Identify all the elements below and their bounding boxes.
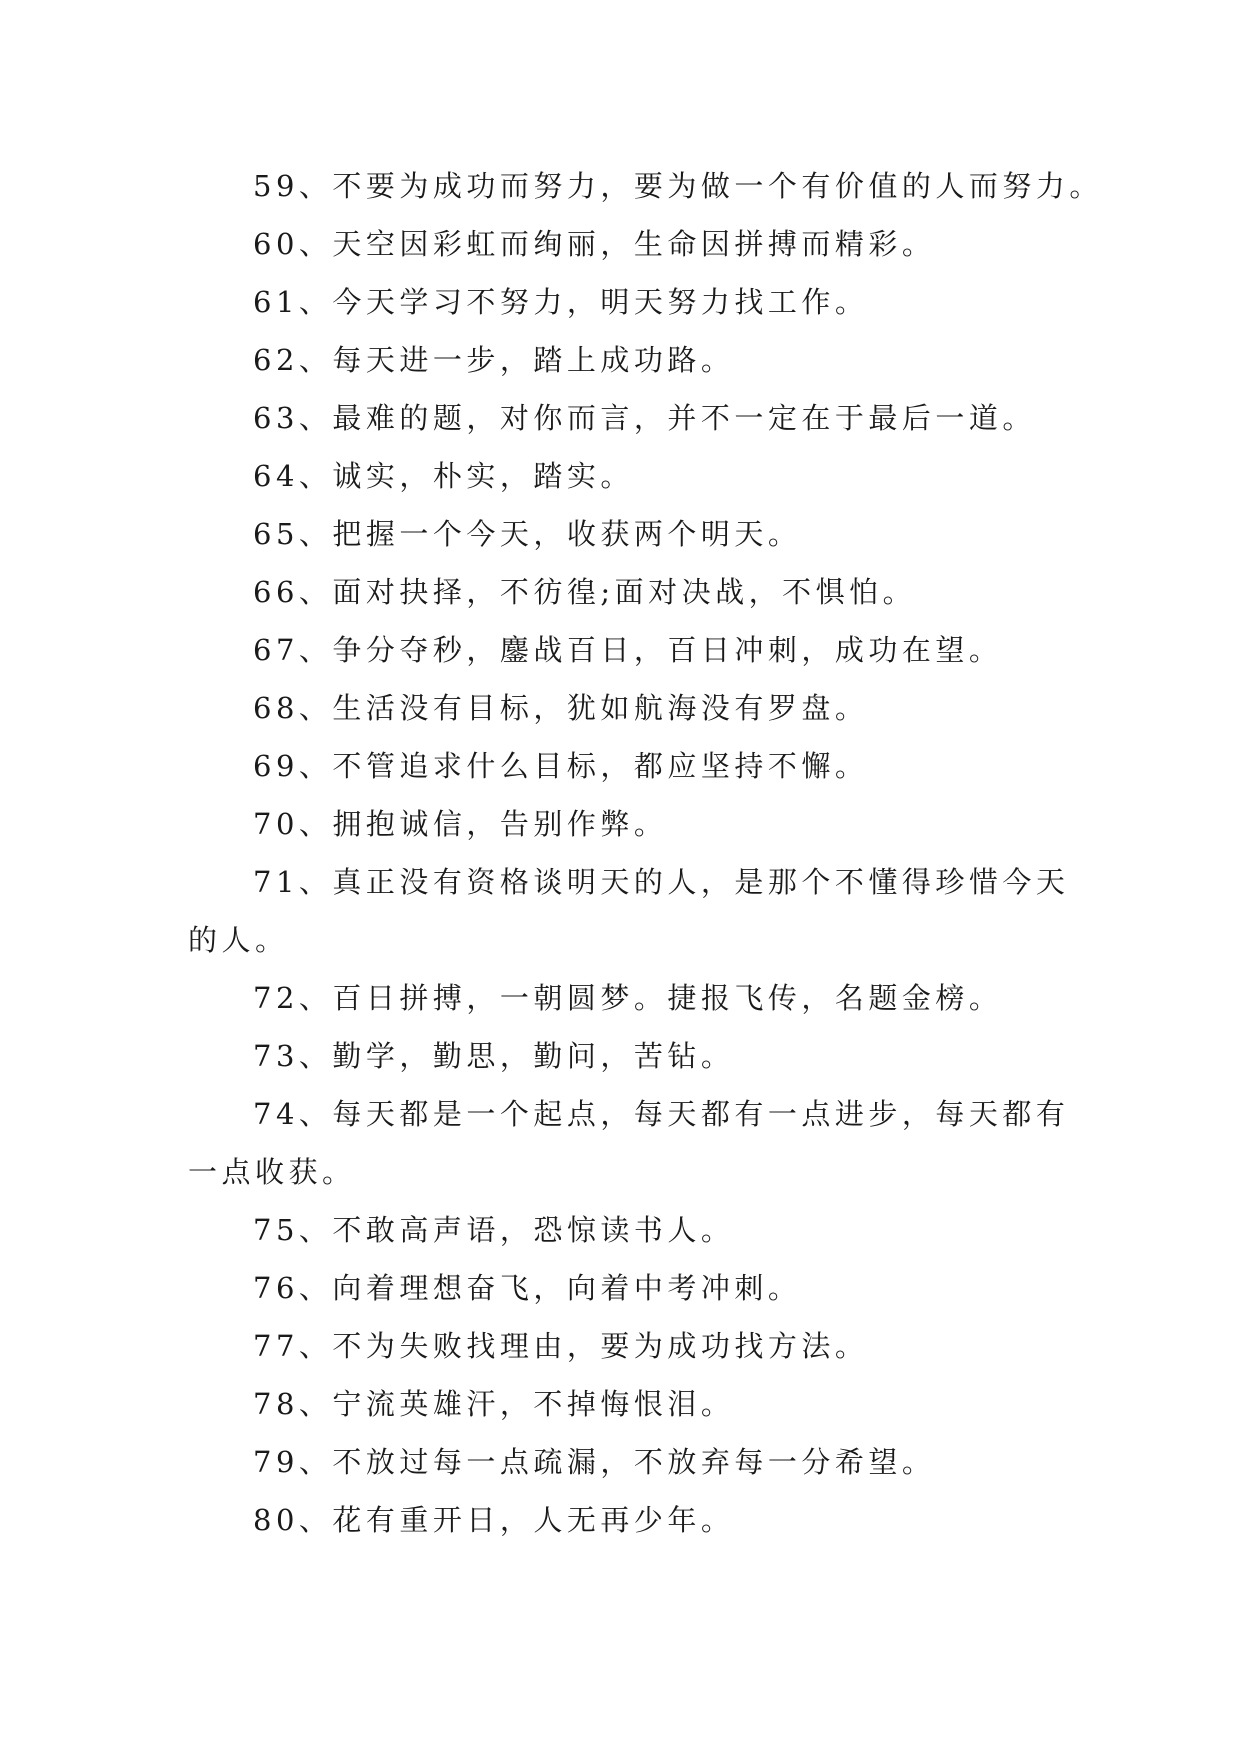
text-line: 64、诚实，朴实，踏实。 (253, 459, 634, 493)
text-line: 65、把握一个今天，收获两个明天。 (253, 517, 802, 551)
text-line: 63、最难的题，对你而言，并不一定在于最后一道。 (253, 401, 1036, 435)
text-line: 70、拥抱诚信，告别作弊。 (253, 807, 668, 841)
text-line: 59、不要为成功而努力，要为做一个有价值的人而努力。 (253, 169, 1103, 203)
text-line: 77、不为失败找理由，要为成功找方法。 (253, 1329, 869, 1363)
text-line: 73、勤学，勤思，勤问，苦钻。 (253, 1039, 735, 1073)
text-line: 79、不放过每一点疏漏，不放弃每一分希望。 (253, 1445, 936, 1479)
text-line: 68、生活没有目标，犹如航海没有罗盘。 (253, 691, 869, 725)
text-line: 60、天空因彩虹而绚丽，生命因拼搏而精彩。 (253, 227, 936, 261)
text-line: 62、每天进一步，踏上成功路。 (253, 343, 735, 377)
text-line: 74、每天都是一个起点，每天都有一点进步，每天都有 (253, 1097, 1070, 1131)
text-line: 71、真正没有资格谈明天的人，是那个不懂得珍惜今天 (253, 865, 1070, 899)
text-line: 80、花有重开日，人无再少年。 (253, 1503, 735, 1537)
text-line: 61、今天学习不努力，明天努力找工作。 (253, 285, 869, 319)
text-line: 72、百日拼搏，一朝圆梦。捷报飞传，名题金榜。 (253, 981, 1003, 1015)
text-line: 67、争分夺秒，鏖战百日，百日冲刺，成功在望。 (253, 633, 1003, 667)
text-line: 66、面对抉择，不彷徨;面对决战，不惧怕。 (253, 575, 917, 609)
text-line: 69、不管追求什么目标，都应坚持不懈。 (253, 749, 869, 783)
text-line: 76、向着理想奋飞，向着中考冲刺。 (253, 1271, 802, 1305)
document-body (188, 157, 1103, 1549)
text-line: 75、不敢高声语，恐惊读书人。 (253, 1213, 735, 1247)
text-line: 78、宁流英雄汗，不掉悔恨泪。 (253, 1387, 735, 1421)
text-line-continuation: 的人。 (188, 923, 289, 957)
text-line-continuation: 一点收获。 (188, 1155, 356, 1189)
